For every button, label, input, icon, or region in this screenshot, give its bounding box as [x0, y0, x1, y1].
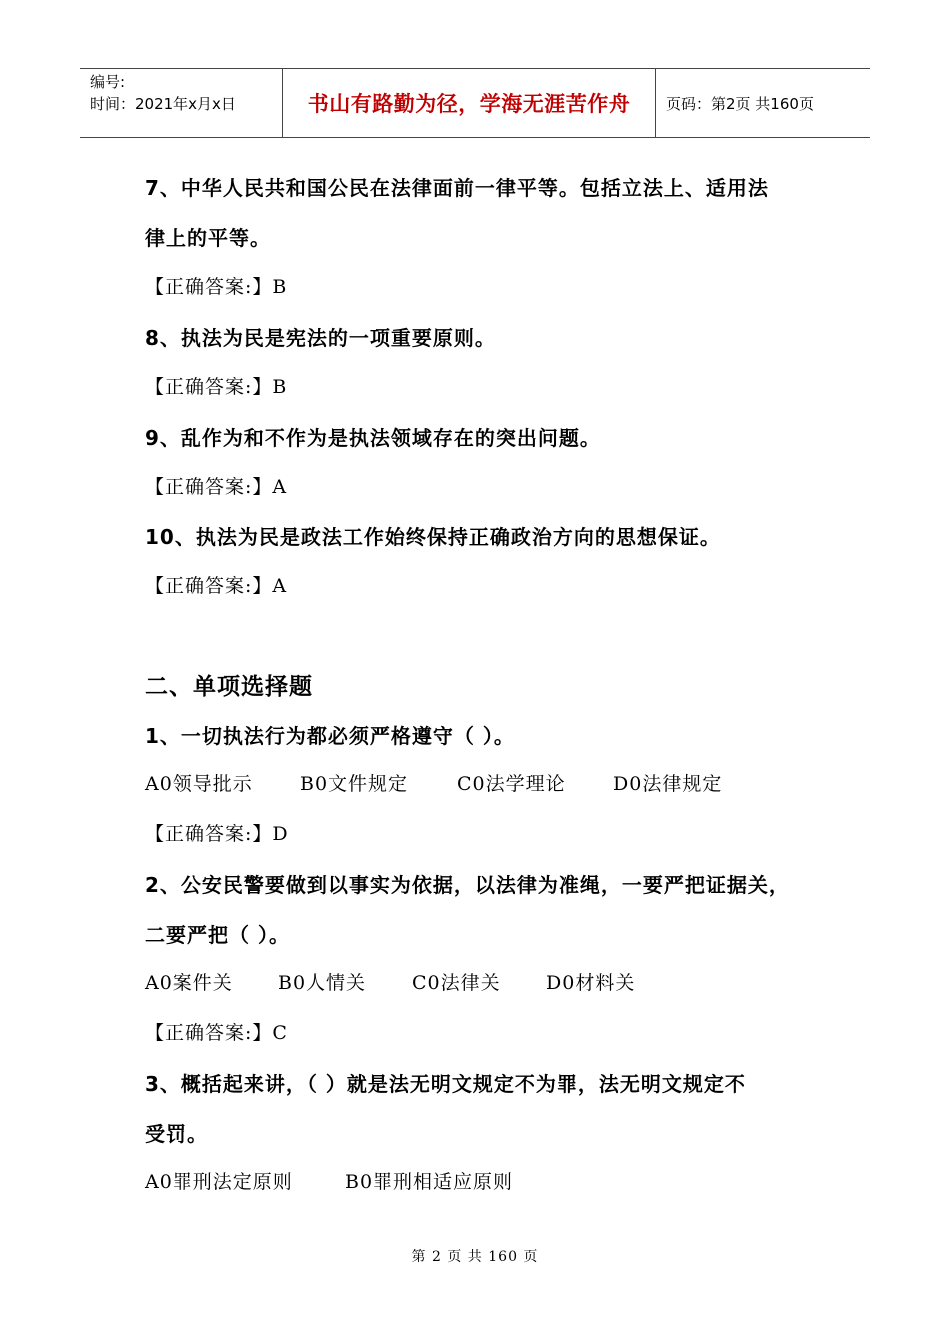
- option-d: D0法律规定: [613, 773, 723, 795]
- answer-text: 【正确答案:】A: [145, 575, 288, 597]
- question-text: 律上的平等。: [145, 226, 271, 250]
- option-c: C0法学理论: [457, 773, 566, 795]
- option-a: A0领导批示: [145, 773, 253, 795]
- page-info: 页码：第2页 共160页: [666, 94, 814, 113]
- question-text: 二要严把（ ）。: [145, 923, 290, 947]
- question-text: 7、中华人民共和国公民在法律面前一律平等。包括立法上、适用法: [145, 176, 769, 200]
- header-meta: [80, 69, 282, 137]
- question-text: 10、执法为民是政法工作始终保持正确政治方向的思想保证。: [145, 525, 721, 549]
- question-text: 1、一切执法行为都必须严格遵守（ ）。: [145, 724, 515, 748]
- page-footer: 第 2 页 共 160 页: [411, 1249, 539, 1265]
- document-header: [80, 68, 870, 138]
- question-text: 9、乱作为和不作为是执法领域存在的突出问题。: [145, 426, 601, 450]
- answer-text: 【正确答案:】B: [145, 276, 288, 298]
- number-label: 编号:: [90, 73, 126, 91]
- question-text: 8、执法为民是宪法的一项重要原则。: [145, 326, 496, 350]
- question-text: 3、概括起来讲，（ ）就是法无明文规定不为罪，法无明文规定不: [145, 1072, 746, 1096]
- question-text: 受罚。: [145, 1122, 208, 1146]
- option-a: A0罪刑法定原则: [145, 1171, 293, 1193]
- time-label: 时间：2021年x月x日: [90, 95, 236, 113]
- option-d: D0材料关: [546, 972, 636, 994]
- option-b: B0人情关: [278, 972, 367, 994]
- answer-text: 【正确答案:】B: [145, 376, 288, 398]
- answer-text: 【正确答案:】D: [145, 823, 289, 845]
- option-c: C0法律关: [412, 972, 501, 994]
- option-b: B0文件规定: [300, 773, 409, 795]
- motto: 书山有路勤为径，学海无涯苦作舟: [307, 92, 631, 116]
- answer-text: 【正确答案:】A: [145, 476, 288, 498]
- option-b: B0罪刑相适应原则: [345, 1171, 514, 1193]
- question-text: 2、公安民警要做到以事实为依据，以法律为准绳，一要严把证据关，: [145, 873, 790, 897]
- option-a: A0案件关: [145, 972, 233, 994]
- section-title: 二、单项选择题: [145, 674, 313, 700]
- header-motto-cell: [282, 69, 656, 137]
- answer-text: 【正确答案:】C: [145, 1022, 288, 1044]
- header-page-cell: [656, 69, 870, 137]
